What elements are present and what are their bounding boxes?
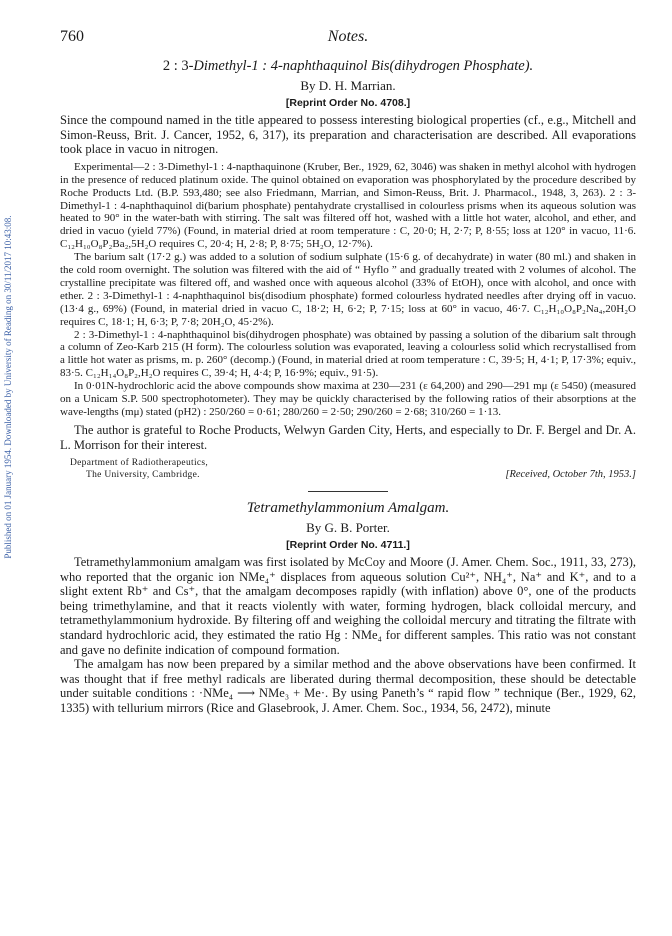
article1-title-prefix: 2 : 3-	[162, 58, 194, 74]
article1-dihydrogen-phosphate-paragraph: 2 : 3-Dimethyl-1 : 4-naphthaquinol bis(dihydrogen phosphate) was obtained by passing a solution of the dibarium salt through a column of Zeo-Karb 215 (H form). The colourless solution was evaporated, leaving a colourless solid which recrystallised from a little hot water as prisms, m. p. 260° (decomp.) (Found, in material dried at room temperature : C, 39·5; H, 4·1; P, 17·3%; equiv., 83·5. C₁₂H₁₄O₈P₂,H₂O requires C, 39·4; H, 4·4; P, 16·9%; equiv., 91·5).	[60, 328, 636, 380]
university: The University, Cambridge.	[86, 470, 200, 481]
article2-reprint-order: [Reprint Order No. 4711.]	[286, 539, 410, 552]
article1-affiliation	[60, 457, 636, 481]
article2-paragraph-1: Tetramethylammonium amalgam was first isolated by McCoy and Moore (J. Amer. Chem. Soc., 1911, 33, 273), who reported that the organic ion NMe₄⁺ displaces from aqueous solution Cu²⁺, NH₄⁺, Na⁺ and K⁺, and to a slight extent Rb⁺ and Cs⁺, that the amalgam decomposes rapidly (with inflation) above 0°, one of the products being trimethylamine, and that it reacts violently with water, forming hydrogen, black colloidal mercury, and tetramethylammonium hydroxide. By filtering off and weighing the colloidal mercury and titrating the filtrate with standard hydrochloric acid, they estimated the ratio Hg : NMe₄ for different samples. This ratio was not constant and gave no definite indication of compound formation.	[60, 555, 636, 657]
article1-title	[60, 58, 636, 75]
article1-author: By D. H. Marrian.	[300, 78, 396, 93]
article1-absorption-paragraph: In 0·01N-hydrochloric acid the above compounds show maxima at 230—231 (ε 64,200) and 290—291 mμ (ε 5450) (measured on a Unicam S.P. 500 spectrophotometer). They may be quickly characterised by the following ratios of their absorptions at the wave-lengths (mμ) stated (pH2) : 250/260 = 0·61; 280/260 = 2·50; 290/260 = 2·68; 310/260 = 1·13.	[60, 380, 636, 418]
article2-paragraph-2: The amalgam has now been prepared by a similar method and the above observations have been confirmed. It was thought that if free methyl radicals are liberated during thermal decomposition, these should be detectable under suitable conditions : ·NMe₄ ⟶ NMe₃ + Me·. By using Paneth’s “ rapid flow ” technique (Ber., 1929, 62, 1335) with tellurium mirrors (Rice and Glasebrook, J. Amer. Chem. Soc., 1934, 56, 2472), minute	[60, 657, 636, 716]
article1-barium-salt-paragraph: The barium salt (17·2 g.) was added to a solution of sodium sulphate (15·6 g. of decahydrate) in water (80 ml.) and shaken in the cold room overnight. The solution was filtered with the aid of “ Hyflo ” and gradually treated with 2 volumes of alcohol. The crystalline precipitate was filtered off, and washed once with aqueous alcohol (33% of EtOH), once with alcohol, and once with ether. 2 : 3-Dimethyl-1 : 4-naphthaquinol bis(disodium phosphate) formed colourless hydrated needles after drying off in vacuo. (13·4 g., 69%) (Found, in material dried in vacuo C, 18·2; H, 6·2; P, 7·15; loss at 60° in vacuo, 46·7. C₁₂H₁₀O₈P₂Na₄,20H₂O requires C, 18·1; H, 6·3; P, 7·8; 20H₂O, 45·2%).	[60, 251, 636, 328]
article1-title-italic: Dimethyl-1 : 4-naphthaquinol Bis(dihydrogen Phosphate).	[193, 58, 534, 74]
page	[60, 28, 636, 716]
article1-acknowledgement: The author is grateful to Roche Products, Welwyn Garden City, Herts, and especially to Dr. F. Bergel and Dr. A. L. Morrison for their interest.	[60, 422, 636, 452]
download-notice: Published on 01 January 1954. Downloaded by University of Reading on 30/11/2017 10:43:08.	[3, 215, 13, 559]
article2-title: Tetramethylammonium Amalgam.	[246, 500, 450, 517]
department: Department of Radiotherapeutics,	[70, 458, 209, 469]
received-date: [Received, October 7th, 1953.]	[505, 469, 636, 481]
article1-experimental: Experimental—2 : 3-Dimethyl-1 : 4-napthaquinone (Kruber, Ber., 1929, 62, 3046) was shaken in methyl alcohol with hydrogen in the presence of reduced platinum oxide. The quinol obtained on evaporation was phosphorylated by the procedure described by Roche Products Ltd. (B.P. 593,480; see also Friedmann, Marrian, and Simon-Reuss, Brit. J. Pharmacol., 1948, 3, 263). 2 : 3-Dimethyl-1 : 4-naphthaquinol di(barium phosphate) pentahydrate crystallised in colourless prisms when its aqueous solution was heated to 90° in the water-bath with stirring. The salt was filtered off hot, washed with a little hot water, alcohol, and ether, and dried in vacuo (yield 77%) (Found, in material dried at room temperature : C, 20·0; H, 2·7; P, 8·55; loss at 120° in vacuo, 11·6. C₁₂H₁₀O₈P₂Ba₂,5H₂O requires C, 20·4; H, 2·8; P, 8·75; 5H₂O, 12·7%).	[60, 160, 636, 251]
page-number: 760	[60, 28, 84, 45]
article1-intro: Since the compound named in the title appeared to possess interesting biological properties (cf., e.g., Mitchell and Simon-Reuss, Brit. J. Cancer, 1952, 6, 317), its preparation and characterisation are described. All evaporations took place in vacuo in nitrogen.	[60, 113, 636, 157]
running-title: Notes.	[327, 28, 369, 45]
article2-author: By G. B. Porter.	[306, 520, 390, 536]
article1-reprint-order: [Reprint Order No. 4708.]	[285, 97, 411, 109]
running-header	[60, 28, 636, 50]
article-divider	[308, 491, 388, 492]
